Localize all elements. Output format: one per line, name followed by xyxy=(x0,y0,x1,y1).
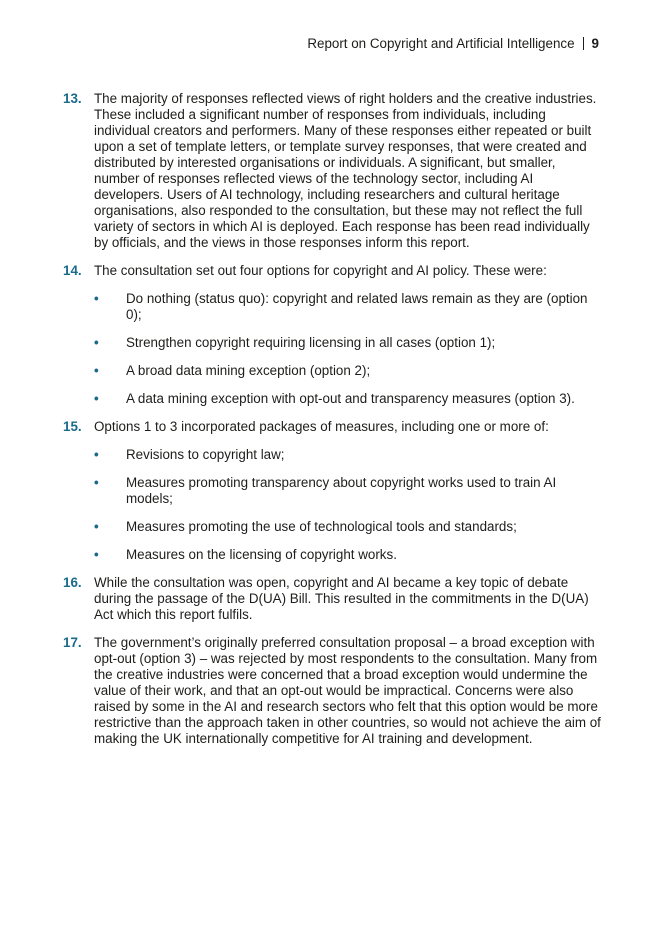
list-item: • Measures on the licensing of copyright works. xyxy=(94,547,397,562)
paragraph-number: 15. xyxy=(63,419,82,434)
measures-list xyxy=(94,447,603,563)
list-item: • Do nothing (status quo): copyright and related laws remain as they are (option 0); xyxy=(94,291,588,322)
bullet-icon: • xyxy=(94,335,99,350)
header-divider xyxy=(583,37,584,50)
report-body xyxy=(63,91,603,759)
list-item: • Measures promoting the use of technological tools and standards; xyxy=(94,519,517,534)
paragraph-15 xyxy=(63,419,603,563)
report-title: Report on Copyright and Artificial Intelligence xyxy=(307,36,575,51)
paragraph-text: The majority of responses reflected views of right holders and the creative industries. These included a significant number of responses from individuals, including individual creators and performers. Many of these responses either repeated or built upon a set of template letters, or template survey responses, that were created and distributed by interested organisations or individuals. A significant, but smaller, number of responses reflected views of the technology sector, including AI developers. Users of AI technology, including researchers and cultural heritage organisations, also responded to the consultation, but these may not reflect the full variety of sectors in which AI is deployed. Each response has been read individually by officials, and the views in those responses inform this report. xyxy=(94,91,597,250)
paragraph-text: Options 1 to 3 incorporated packages of measures, including one or more of: xyxy=(94,419,549,434)
bullet-icon: • xyxy=(94,291,99,306)
page-number: 9 xyxy=(591,36,599,51)
paragraph-text: While the consultation was open, copyright and AI became a key topic of debate during the passage of the D(UA) Bill. This resulted in the commitments in the D(UA) Act which this report fulfils. xyxy=(94,575,589,622)
bullet-icon: • xyxy=(94,519,99,534)
paragraph-number: 14. xyxy=(63,263,82,278)
paragraph-16 xyxy=(63,575,603,623)
bullet-icon: • xyxy=(94,447,99,462)
paragraph-number: 16. xyxy=(63,575,82,590)
bullet-icon: • xyxy=(94,475,99,490)
bullet-icon: • xyxy=(94,391,99,406)
list-item: • A data mining exception with opt-out and transparency measures (option 3). xyxy=(94,391,575,406)
bullet-icon: • xyxy=(94,547,99,562)
list-item: • Strengthen copyright requiring licensing in all cases (option 1); xyxy=(94,335,496,350)
paragraph-14 xyxy=(63,263,603,407)
list-item: • Measures promoting transparency about copyright works used to train AI models; xyxy=(94,475,557,506)
paragraph-text: The government’s originally preferred consultation proposal – a broad exception with opt-out (option 3) – was rejected by most respondents to the consultation. Many from the creative industries were concerned that a broad exception would undermine the value of their work, and that an opt-out would be impractical. Concerns were also raised by some in the AI and research sectors who felt that this option would be more restrictive than the approach taken in other countries, so would not achieve the aim of making the UK internationally competitive for AI training and development. xyxy=(94,635,601,746)
paragraph-17 xyxy=(63,635,603,747)
page-header xyxy=(307,35,599,53)
paragraph-text: The consultation set out four options for copyright and AI policy. These were: xyxy=(94,263,547,278)
bullet-icon: • xyxy=(94,363,99,378)
list-item: • Revisions to copyright law; xyxy=(94,447,285,462)
paragraph-number: 13. xyxy=(63,91,82,106)
options-list xyxy=(94,291,603,407)
list-item: • A broad data mining exception (option 2); xyxy=(94,363,371,378)
paragraph-number: 17. xyxy=(63,635,82,650)
paragraph-13 xyxy=(63,91,603,251)
